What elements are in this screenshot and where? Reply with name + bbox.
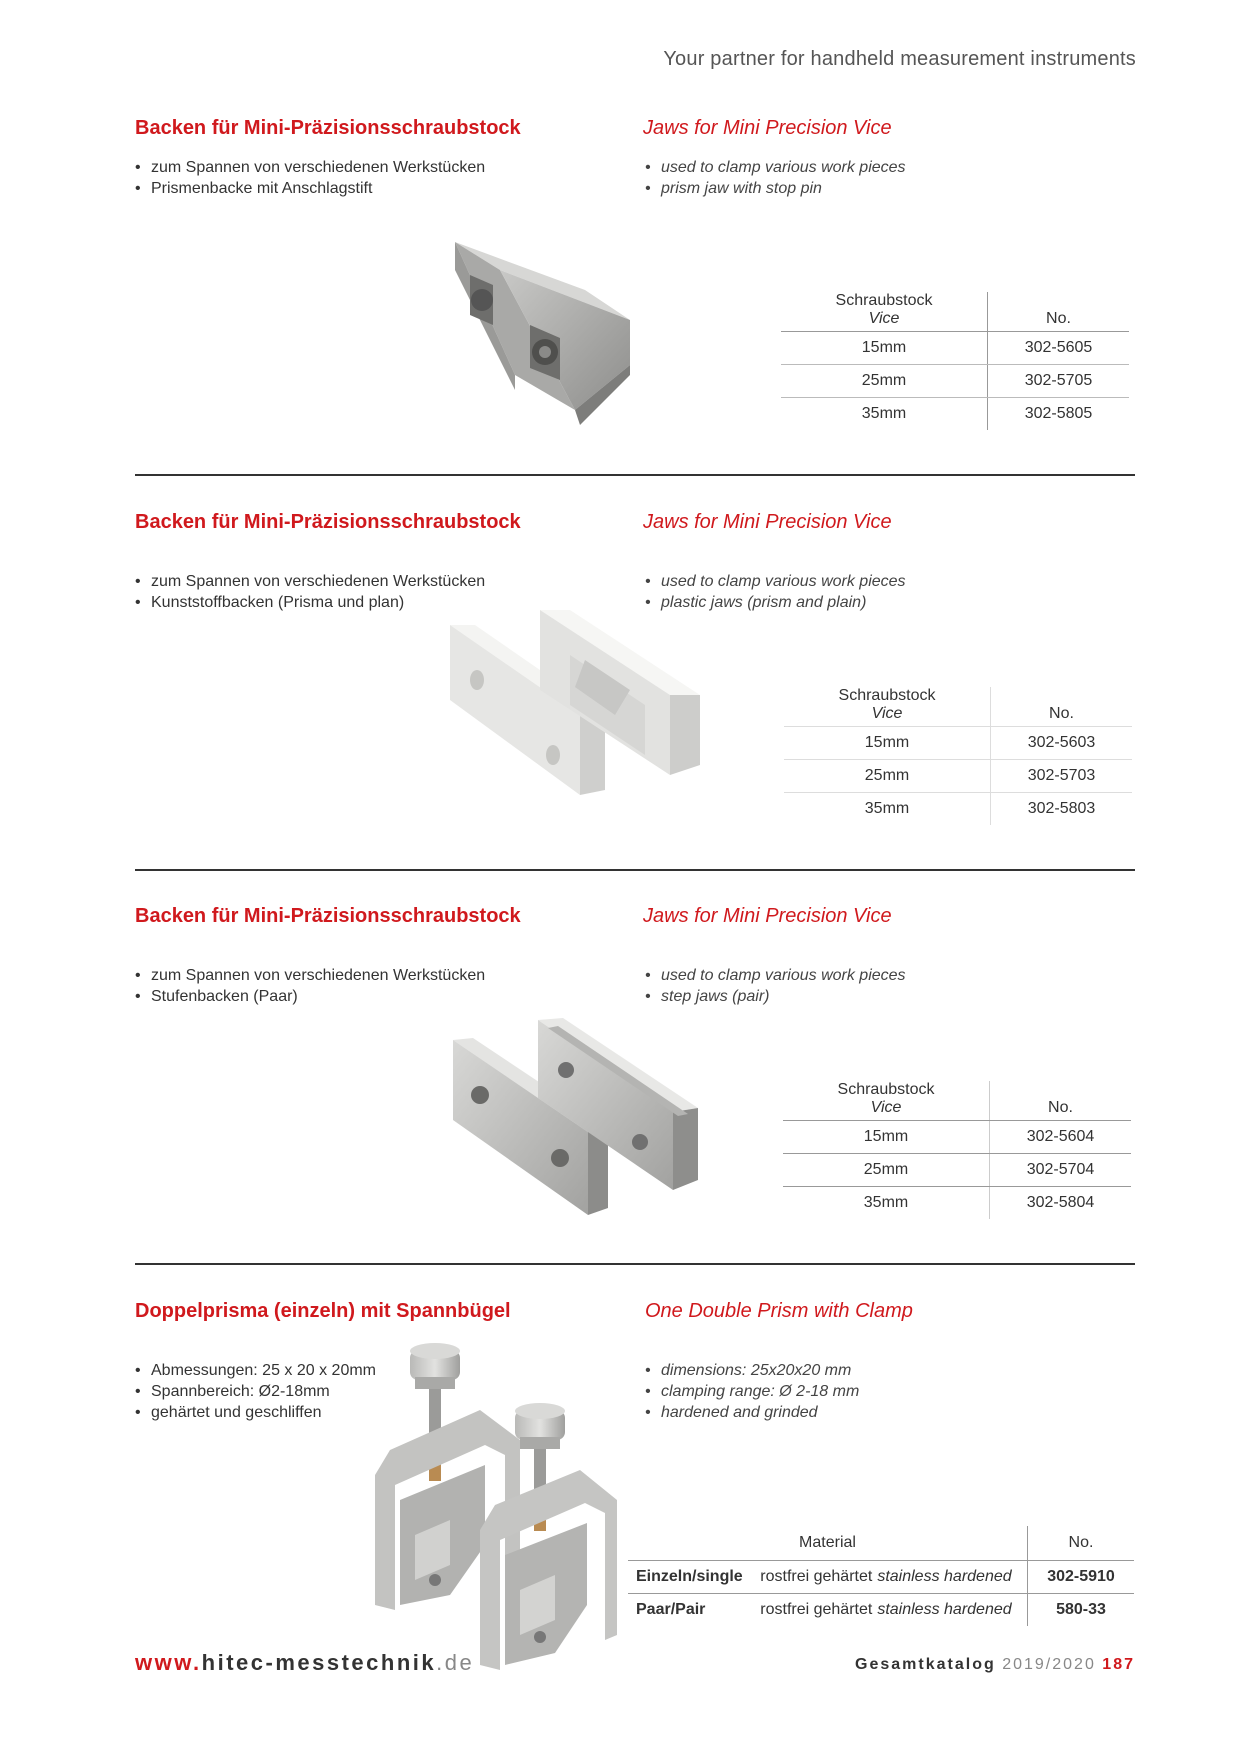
table-cell: 302-5603: [991, 727, 1133, 760]
list-item: • Prismenbacke mit Anschlagstift: [135, 178, 485, 199]
section-divider: [135, 474, 1135, 476]
row-material-en: stainless hardened: [872, 1561, 1027, 1594]
footer-catalog-info: [855, 1656, 1135, 1674]
table-cell: 25mm: [783, 1154, 990, 1187]
table-row: [628, 1594, 1134, 1627]
bullet-list-de: [135, 571, 485, 613]
list-item: • Spannbereich: Ø2-18mm: [135, 1381, 376, 1402]
url-domain: hitec-messtechnik: [201, 1650, 437, 1675]
section-title-en: One Double Prism with Clamp: [645, 1300, 913, 1322]
list-item: • Stufenbacken (Paar): [135, 986, 485, 1007]
list-item: • dimensions: 25x20x20 mm: [645, 1360, 859, 1381]
table-cell: 25mm: [784, 760, 991, 793]
col-header-vice: [784, 687, 991, 727]
table-cell: 302-5704: [990, 1154, 1132, 1187]
table-cell: 15mm: [784, 727, 991, 760]
table-row: [783, 1121, 1131, 1154]
table-cell: 302-5804: [1026, 1194, 1095, 1211]
table-cell: 302-5705: [988, 365, 1130, 398]
table-cell: 25mm: [781, 365, 988, 398]
page-number: 187: [1102, 1656, 1135, 1673]
list-item: • zum Spannen von verschiedenen Werkstücken: [135, 965, 485, 986]
bullet-list-en: [645, 157, 906, 199]
bullet-list-de: [135, 965, 485, 1007]
section-title-de: Doppelprisma (einzeln) mit Spannbügel: [135, 1300, 511, 1322]
bullet-list-de: [135, 1360, 376, 1423]
spec-table-3: [783, 1081, 1131, 1219]
col-header-label: Schraubstock: [838, 687, 936, 704]
list-item: • zum Spannen von verschiedenen Werkstücken: [135, 571, 485, 592]
list-item: • hardened and grinded: [645, 1402, 859, 1423]
section-title-en: Jaws for Mini Precision Vice: [643, 117, 892, 139]
product-image-step-jaws: [448, 1010, 708, 1215]
row-type: Einzeln/single: [628, 1561, 748, 1594]
list-item: • used to clamp various work pieces: [645, 965, 906, 986]
section-title-de: Backen für Mini-Präzisionsschraubstock: [135, 905, 521, 927]
bullet-list-en: [645, 1360, 859, 1423]
table-row: [783, 1187, 1131, 1220]
section-title-de: Backen für Mini-Präzisionsschraubstock: [135, 511, 521, 533]
list-item: • step jaws (pair): [645, 986, 906, 1007]
list-item: • plastic jaws (prism and plain): [645, 592, 906, 613]
url-tld: .de: [436, 1650, 475, 1675]
table-row: [781, 365, 1129, 398]
list-item: • clamping range: Ø 2-18 mm: [645, 1381, 859, 1402]
row-material-de: rostfrei gehärtet: [760, 1601, 873, 1618]
list-item: • used to clamp various work pieces: [645, 157, 906, 178]
spec-table-2: [784, 687, 1132, 825]
footer-website-link[interactable]: [135, 1650, 474, 1676]
col-header-vice: [783, 1081, 990, 1121]
table-cell: 15mm: [783, 1121, 990, 1154]
col-header-label: Schraubstock: [837, 1081, 935, 1098]
row-material-de: rostfrei gehärtet: [748, 1561, 872, 1594]
row-type: Paar/Pair: [636, 1601, 706, 1618]
col-header-sublabel: Vice: [870, 1099, 902, 1116]
spec-table-4: [628, 1526, 1134, 1626]
table-cell: 35mm: [781, 398, 988, 431]
product-image-plastic-jaws: [445, 605, 705, 805]
list-item: • zum Spannen von verschiedenen Werkstücken: [135, 157, 485, 178]
table-cell: 302-5604: [990, 1121, 1132, 1154]
url-www: www.: [135, 1650, 202, 1675]
section-divider: [135, 869, 1135, 871]
table-cell: 35mm: [783, 1187, 990, 1220]
col-header-sublabel: Vice: [868, 310, 900, 327]
table-row: [781, 332, 1129, 365]
section-title-de: Backen für Mini-Präzisionsschraubstock: [135, 117, 521, 139]
list-item: • prism jaw with stop pin: [645, 178, 906, 199]
col-header-sublabel: Vice: [871, 705, 903, 722]
table-cell: 302-5605: [988, 332, 1130, 365]
bullet-list-de: [135, 157, 485, 199]
list-item: • gehärtet und geschliffen: [135, 1402, 376, 1423]
table-row: [783, 1154, 1131, 1187]
col-header-no: No.: [1028, 1526, 1135, 1561]
table-row: [781, 398, 1129, 431]
table-cell: 302-5703: [991, 760, 1133, 793]
product-image-double-prism-clamp: [355, 1335, 620, 1685]
header-tagline: Your partner for handheld measurement instruments: [663, 48, 1136, 70]
list-item: • used to clamp various work pieces: [645, 571, 906, 592]
product-image-prism-jaw: [445, 230, 635, 425]
section-divider: [135, 1263, 1135, 1265]
section-title-en: Jaws for Mini Precision Vice: [643, 511, 892, 533]
catalog-name: Gesamtkatalog: [855, 1656, 996, 1673]
row-number: 580-33: [1056, 1601, 1106, 1618]
table-row: [628, 1561, 1134, 1594]
spec-table-1: [781, 292, 1129, 430]
table-row: [784, 760, 1132, 793]
list-item: • Abmessungen: 25 x 20 x 20mm: [135, 1360, 376, 1381]
col-header-vice: [781, 292, 988, 332]
col-header-no: No.: [991, 687, 1133, 727]
table-cell: 302-5805: [1024, 405, 1093, 422]
table-cell: 15mm: [781, 332, 988, 365]
col-header-no: No.: [990, 1081, 1132, 1121]
catalog-year: 2019/2020: [1002, 1656, 1096, 1673]
bullet-list-en: [645, 965, 906, 1007]
table-row: [784, 727, 1132, 760]
table-cell: 302-5803: [1027, 800, 1096, 817]
col-header-label: Schraubstock: [835, 292, 933, 309]
row-material-en: stainless hardened: [872, 1594, 1027, 1627]
table-cell: 35mm: [784, 793, 991, 826]
table-row: [784, 793, 1132, 826]
list-item: • Kunststoffbacken (Prisma und plan): [135, 592, 485, 613]
section-title-en: Jaws for Mini Precision Vice: [643, 905, 892, 927]
col-header-material: Material: [628, 1526, 1028, 1561]
col-header-no: No.: [988, 292, 1130, 332]
row-number: 302-5910: [1028, 1561, 1135, 1594]
